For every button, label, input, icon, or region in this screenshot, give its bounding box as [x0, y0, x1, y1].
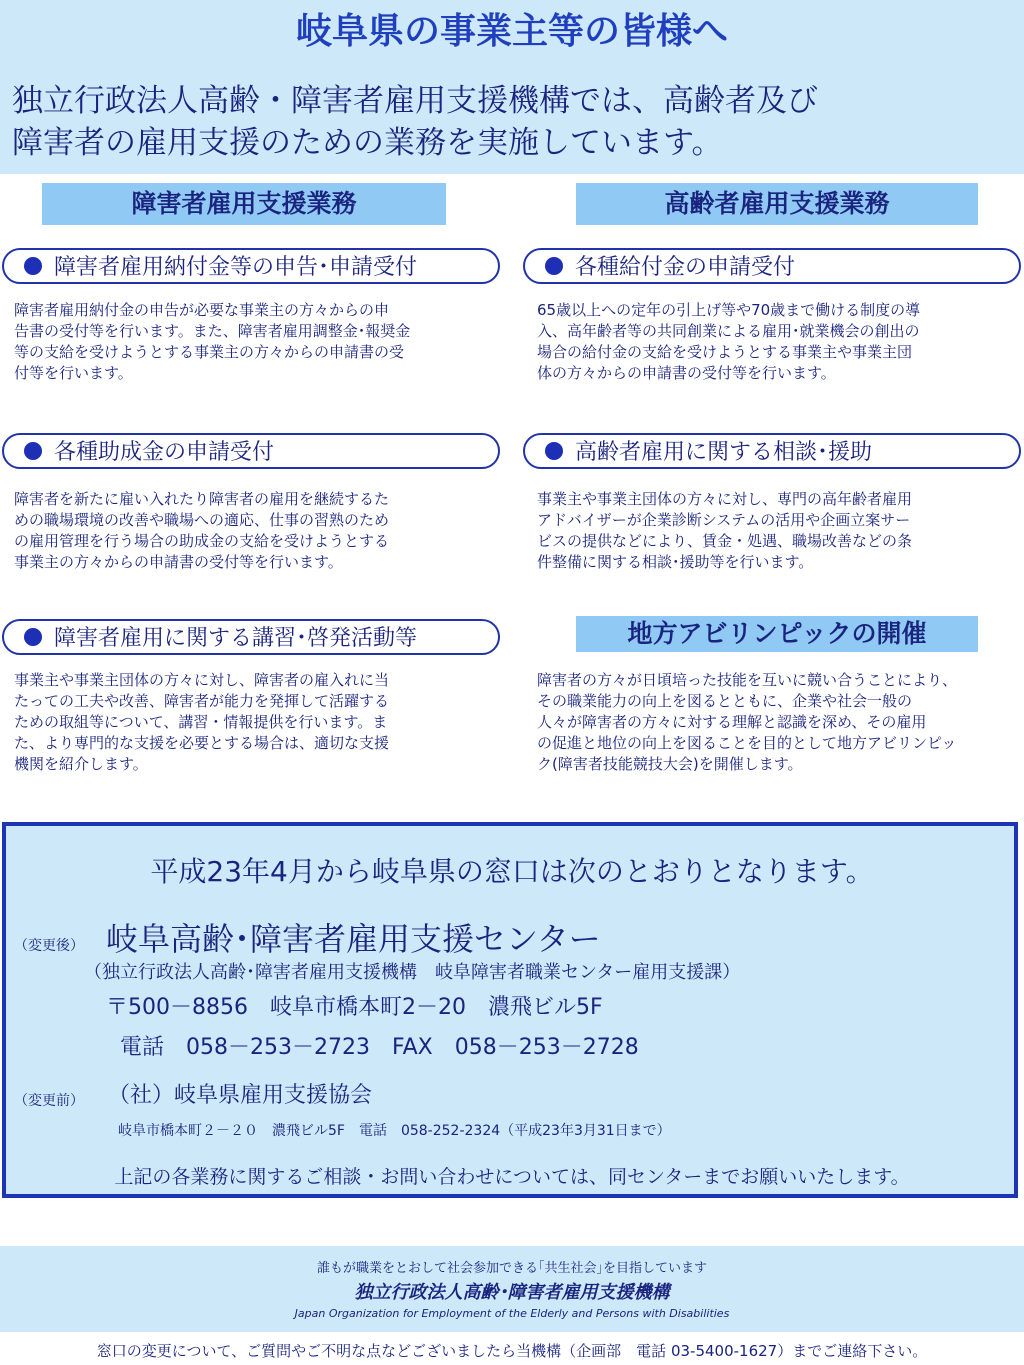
item-desc-subsidy: 障害者を新たに雇い入れたり障害者の雇用を継続するた めの職場環境の改善や職場への適応、仕事の習熟のため の雇用管理を行う場合の助成金の支給を受けようとする 事業主の方々からの申請書の受付等を行います。 [14, 490, 390, 571]
disability-section-heading: 障害者雇用支援業務 [42, 183, 446, 225]
page-title: 岐阜県の事業主等の皆様へ [295, 11, 728, 52]
intro-line: 障害者の雇用支援のための業務を実施しています。 [12, 125, 723, 161]
item-title-subsidy: 各種助成金の申請受付 [2, 433, 500, 469]
after-center-phone: 電話 058－253－2723 FAX 058－253－2728 [120, 1035, 639, 1060]
footer-org-name: 独立行政法人高齢･障害者雇用支援機構 [354, 1282, 670, 1303]
intro-line: 独立行政法人高齢・障害者雇用支援機構では、高齢者及び [12, 83, 818, 119]
item-desc-consultation: 事業主や事業主団体の方々に対し、専門の高年齢者雇用 アドバイザーが企業診断システムの活用や企画立案サー ビスの提供などにより、賃金・処遇、職場改善などの条 件整備に関する相談･援助等を行います。 [537, 490, 913, 571]
bullet-icon [545, 257, 563, 275]
after-center-name: 岐阜高齢･障害者雇用支援センター [106, 920, 601, 958]
notice-closing: 上記の各業務に関するご相談・お問い合わせについては、同センターまでお願いいたします。 [114, 1166, 910, 1188]
item-title-levy-filing: 障害者雇用納付金等の申告･申請受付 [2, 248, 500, 284]
item-title-consultation: 高齢者雇用に関する相談･援助 [523, 433, 1021, 469]
after-label: （変更後） [14, 938, 84, 954]
abilympics-desc: 障害者の方々が日頃培った技能を互いに競い合うことにより、 その職業能力の向上を図るとともに、企業や社会一般の 人々が障害者の方々に対する理解と認識を深め、その雇用 の促進と地位の向上を図ることを目的として地方アビリンピッ ク(障害者技能競技大会)を開催します。 [537, 671, 958, 773]
bullet-icon [24, 442, 42, 460]
before-org-detail: 岐阜市橋本町２－２０ 濃飛ビル5F 電話 058-252-2324（平成23年3月31日まで） [118, 1123, 671, 1139]
elderly-section-heading: 高齢者雇用支援業務 [576, 183, 978, 225]
bullet-icon [24, 257, 42, 275]
intro-text [12, 80, 1012, 164]
item-desc-benefit: 65歳以上への定年の引上げ等や70歳まで働ける制度の導 入、高年齢者等の共同創業による雇用･就業機会の創出の 場合の給付金の支給を受けようとする事業主や事業主団 体の方々からの申請書の受付等を行います。 [537, 301, 921, 382]
bullet-icon [545, 442, 563, 460]
after-center-org: （独立行政法人高齢･障害者雇用支援機構 岐阜障害者職業センター雇用支援課） [84, 962, 741, 983]
footer-org-name-en: Japan Organization for Employment of the Elderly and Persons with Disabilities [294, 1307, 730, 1320]
footer-slogan: 誰もが職業をとおして社会参加できる｢共生社会｣を目指しています [316, 1261, 707, 1276]
after-center-address: 〒500－8856 岐阜市橋本町2－20 濃飛ビル5F [106, 995, 603, 1020]
notice-headline: 平成23年4月から岐阜県の窓口は次のとおりとなります。 [150, 855, 874, 888]
contact-note: 窓口の変更について、ご質問やご不明な点などございましたら当機構（企画部 電話 03-5400-1627）までご連絡下さい。 [96, 1342, 928, 1360]
abilympics-heading: 地方アビリンピックの開催 [576, 616, 978, 652]
bullet-icon [24, 628, 42, 646]
before-label: （変更前） [14, 1093, 84, 1109]
item-title-seminars: 障害者雇用に関する講習･啓発活動等 [2, 619, 500, 655]
before-org-name: （社）岐阜県雇用支援協会 [108, 1083, 373, 1108]
item-desc-seminars: 事業主や事業主団体の方々に対し、障害者の雇入れに当 たっての工夫や改善、障害者が能力を発揮して活躍する ための取組等について、講習・情報提供を行います。ま た、より専門的な支援を必要とする場合は、適切な支援 機関を紹介します。 [14, 671, 390, 773]
item-title-benefit: 各種給付金の申請受付 [523, 248, 1021, 284]
item-desc-levy-filing: 障害者雇用納付金の申告が必要な事業主の方々からの申 告書の受付等を行います。また、障害者雇用調整金･報奨金 等の支給を受けようとする事業主の方々からの申請書の受 付等を行います。 [14, 301, 411, 382]
